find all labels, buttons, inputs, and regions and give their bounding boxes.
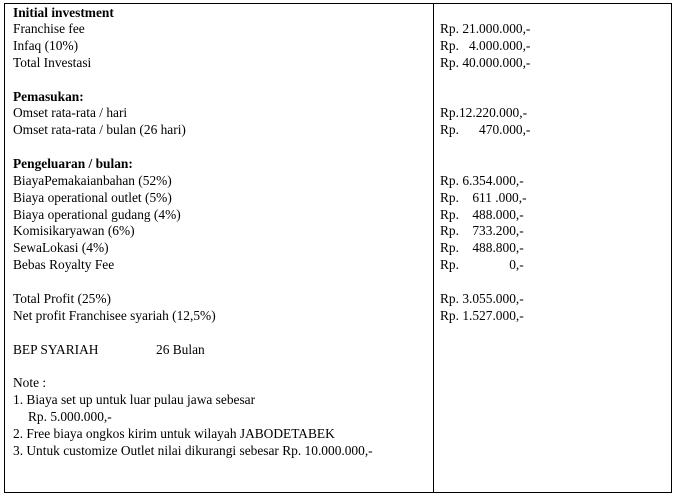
sewa-value: Rp. 488.800,- <box>440 240 524 255</box>
infaq-value: Rp. 4.000.000,- <box>440 38 531 53</box>
note-1-line-1: 1. Biaya set up untuk luar pulau jawa sebesar <box>13 392 256 407</box>
omset-hari-value: Rp.12.220.000,- <box>440 105 528 120</box>
pengeluaran-heading: Pengeluaran / bulan: <box>13 156 133 171</box>
biaya-gudang-value: Rp. 488.000,- <box>440 207 524 222</box>
biaya-outlet-label: Biaya operational outlet (5%) <box>13 190 172 205</box>
biaya-pemakaian-label: BiayaPemakaianbahan (52%) <box>13 173 172 188</box>
infaq-label: Infaq (10%) <box>13 38 79 53</box>
note-1-line-2: Rp. 5.000.000,- <box>28 409 112 424</box>
total-investasi-value: Rp. 40.000.000,- <box>440 55 531 70</box>
komisi-label: Komisikaryawan (6%) <box>13 223 135 238</box>
total-profit-label: Total Profit (25%) <box>13 291 111 306</box>
bep-label: BEP SYARIAH <box>13 342 99 357</box>
note-2: 2. Free biaya ongkos kirim untuk wilayah JABODETABEK <box>13 426 335 441</box>
note-heading: Note : <box>13 375 47 390</box>
bep-value: 26 Bulan <box>156 342 205 357</box>
total-investasi-label: Total Investasi <box>13 55 92 70</box>
pemasukan-heading: Pemasukan: <box>13 89 84 104</box>
komisi-value: Rp. 733.200,- <box>440 223 524 238</box>
biaya-gudang-label: Biaya operational gudang (4%) <box>13 207 181 222</box>
franchise-fee-label: Franchise fee <box>13 21 85 36</box>
omset-hari-label: Omset rata-rata / hari <box>13 105 128 120</box>
investment-table <box>4 3 672 493</box>
biaya-pemakaian-value: Rp. 6.354.000,- <box>440 173 524 188</box>
franchise-fee-value: Rp. 21.000.000,- <box>440 21 531 36</box>
royalty-label: Bebas Royalty Fee <box>13 257 115 272</box>
net-profit-label: Net profit Franchisee syariah (12,5%) <box>13 308 216 323</box>
omset-bulan-value: Rp. 470.000,- <box>440 122 531 137</box>
total-profit-value: Rp. 3.055.000,- <box>440 291 524 306</box>
biaya-outlet-value: Rp. 611 .000,- <box>440 190 527 205</box>
net-profit-value: Rp. 1.527.000,- <box>440 308 524 323</box>
column-divider <box>433 4 434 492</box>
omset-bulan-label: Omset rata-rata / bulan (26 hari) <box>13 122 186 137</box>
sewa-label: SewaLokasi (4%) <box>13 240 109 255</box>
note-3: 3. Untuk customize Outlet nilai dikurangi sebesar Rp. 10.000.000,- <box>13 443 373 458</box>
initial-investment-heading: Initial investment <box>13 5 114 20</box>
royalty-value: Rp. 0,- <box>440 257 524 272</box>
